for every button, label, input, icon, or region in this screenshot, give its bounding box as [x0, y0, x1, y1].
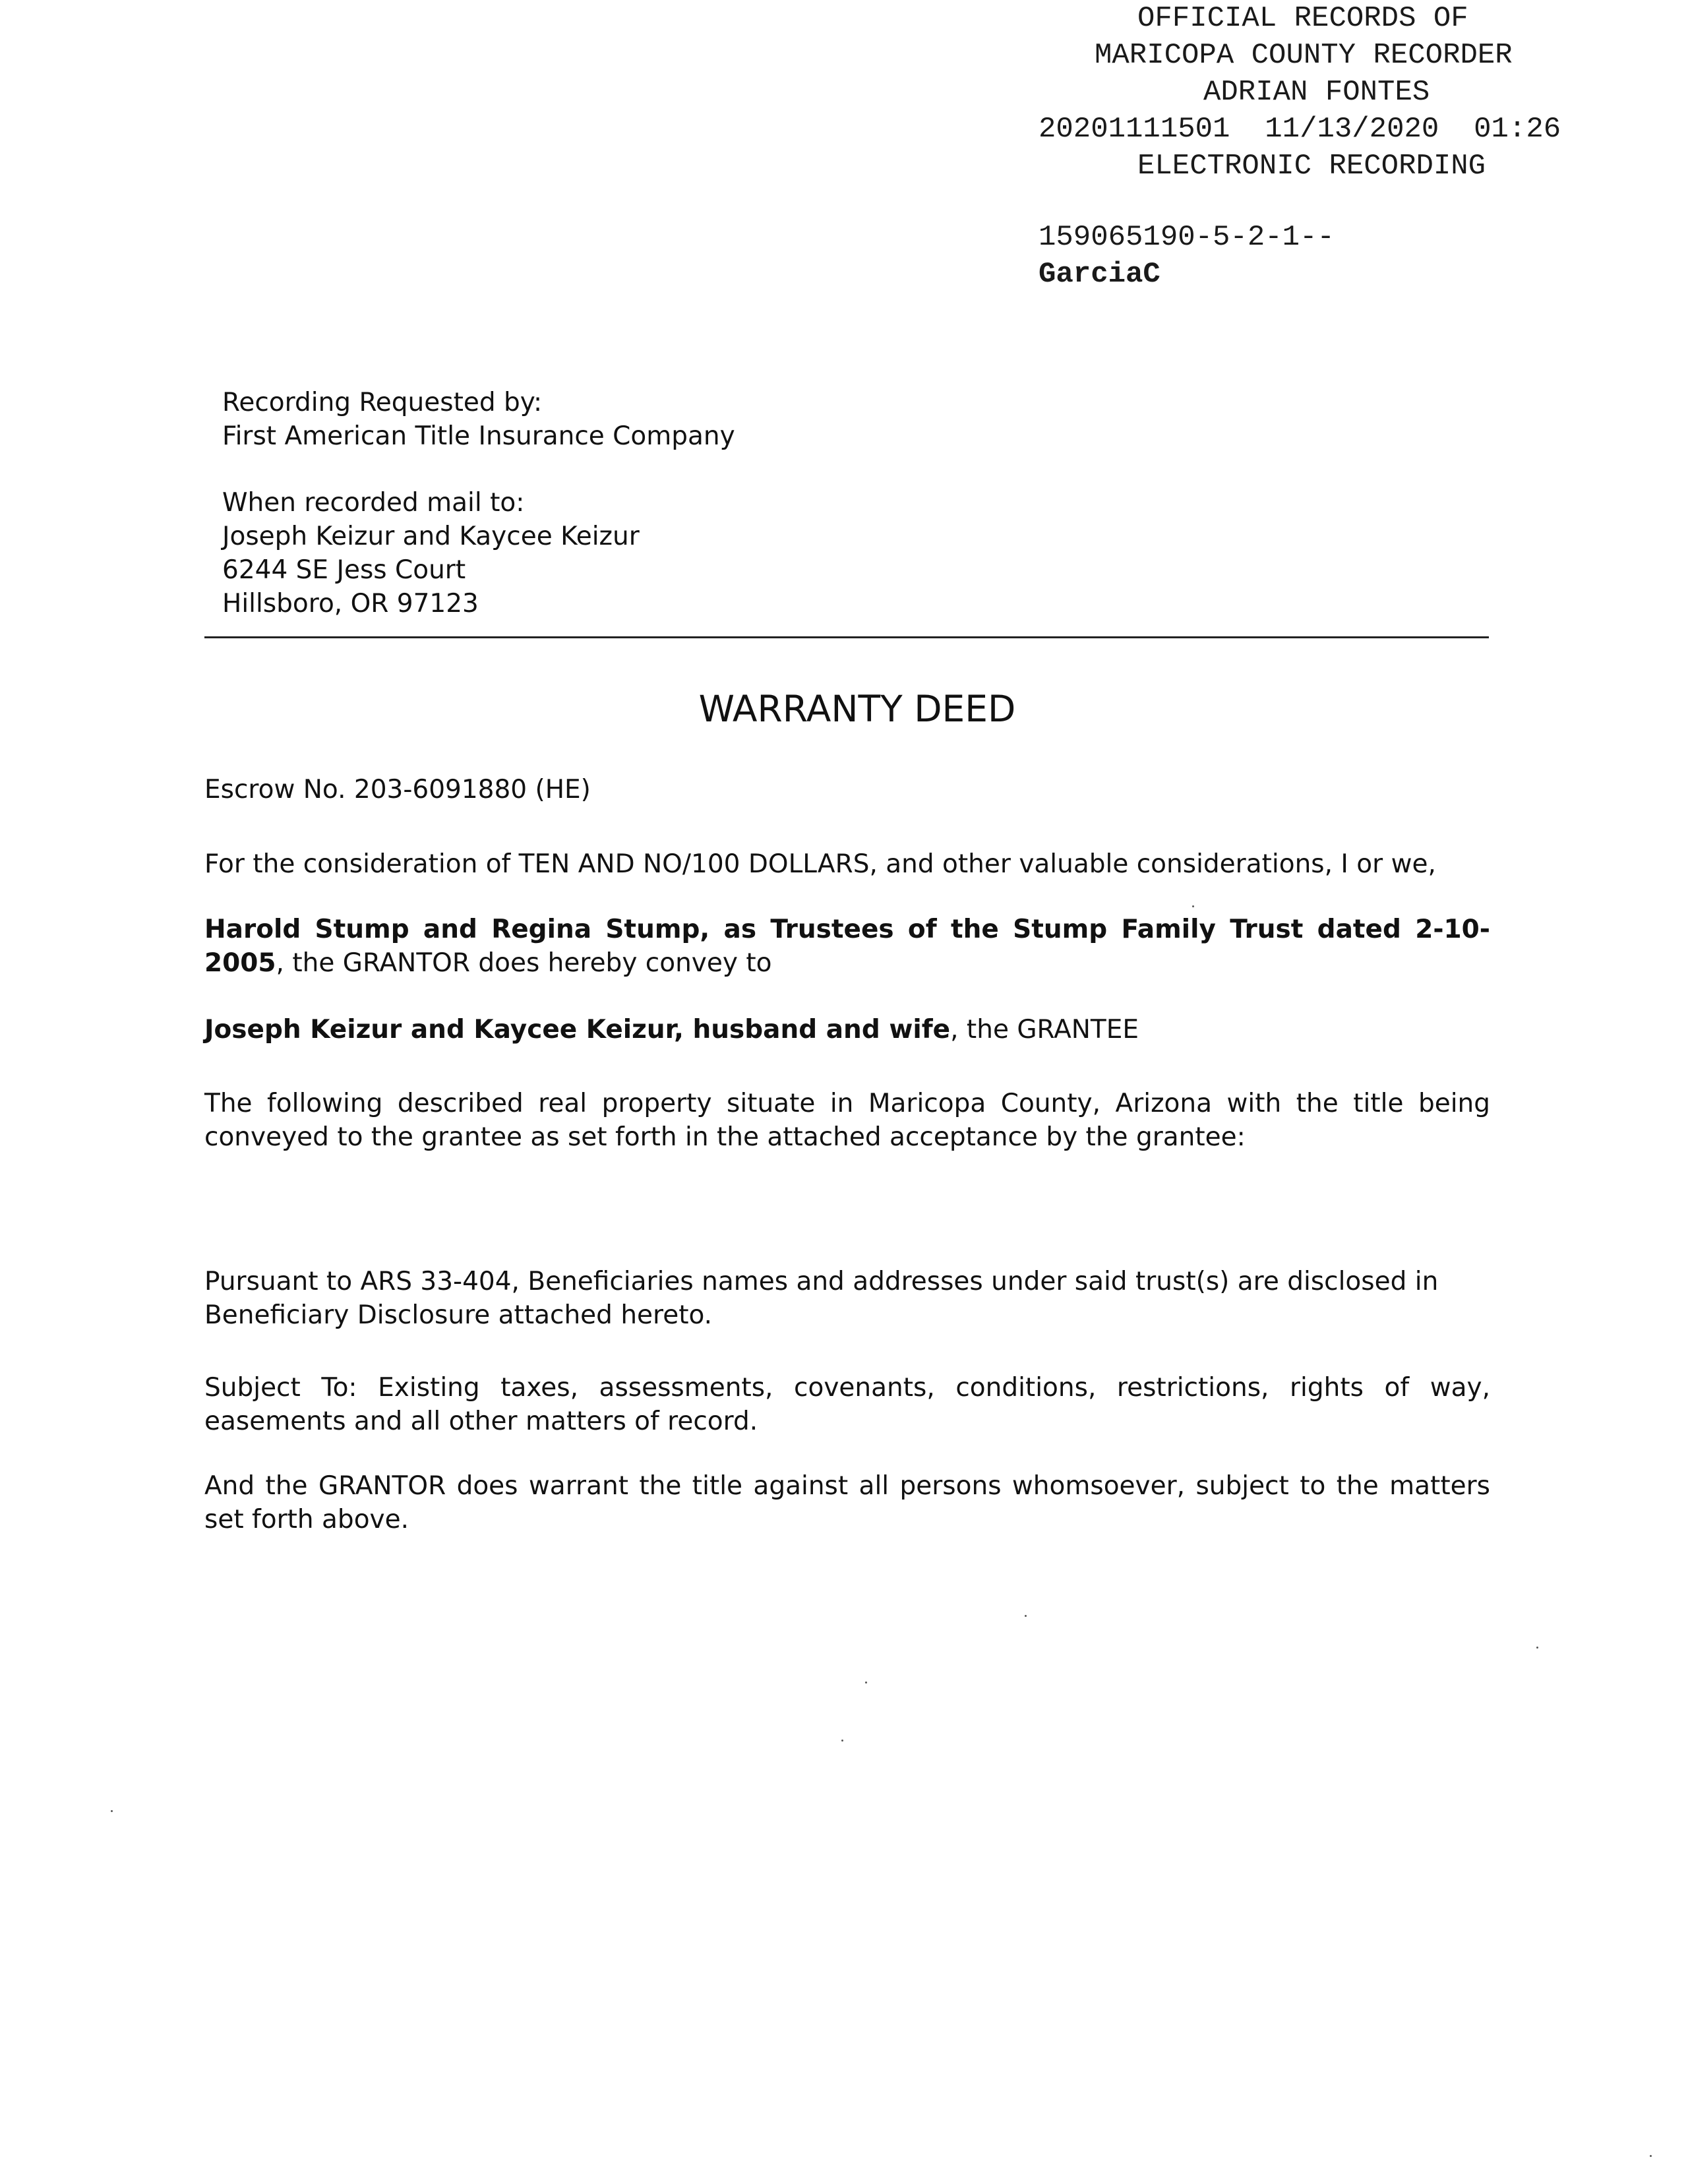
- mail-to-street: 6244 SE Jess Court: [222, 555, 466, 585]
- beneficiary-paragraph: Pursuant to ARS 33-404, Beneficiaries names and addresses under said trust(s) are disclosed in Beneficiary Disclosure attached hereto.: [204, 1267, 1439, 1330]
- scan-speck: [1025, 1615, 1027, 1617]
- consideration-paragraph: For the consideration of TEN AND NO/100 DOLLARS, and other valuable considerations, I or we,: [204, 849, 1436, 879]
- stamp-line-official-records: OFFICIAL RECORDS OF: [1137, 2, 1468, 35]
- scan-speck: [111, 1810, 113, 1812]
- recorder-stamp: [1015, 0, 1681, 293]
- grantee-names: Joseph Keizur and Kaycee Keizur, husband and wife: [204, 1015, 951, 1045]
- mail-to-names: Joseph Keizur and Kaycee Keizur: [222, 522, 640, 551]
- stamp-line-batch-code: 159065190-5-2-1--: [1039, 221, 1335, 254]
- grantee-paragraph: [204, 1013, 1490, 1046]
- stamp-line-clerk: GarciaC: [1039, 258, 1160, 291]
- scan-speck: [865, 1682, 867, 1684]
- grantee-label-text: , the GRANTEE: [950, 1015, 1139, 1045]
- mail-to-city: Hillsboro, OR 97123: [222, 589, 479, 619]
- recording-requested-label: Recording Requested by:: [222, 388, 543, 417]
- escrow-number: Escrow No. 203-6091880 (HE): [204, 775, 591, 804]
- warranty-paragraph: And the GRANTOR does warrant the title against all persons whomsoever, subject to the matters set forth above.: [204, 1471, 1490, 1534]
- scan-speck: [1650, 2155, 1652, 2157]
- stamp-line-record-number-date: 20201111501 11/13/2020 01:26: [1039, 113, 1561, 146]
- scan-speck: [841, 1740, 843, 1742]
- property-paragraph: The following described real property situate in Maricopa County, Arizona with the title being conveyed to the grantee as set forth in the attached acceptance by the grantee:: [204, 1089, 1490, 1152]
- scan-speck: [1192, 905, 1194, 907]
- stamp-line-recorder-name: ADRIAN FONTES: [1203, 76, 1430, 109]
- scan-speck: [1536, 1647, 1538, 1649]
- header-divider: [204, 636, 1489, 638]
- mail-to-block: [222, 486, 640, 621]
- recording-requested-company: First American Title Insurance Company: [222, 421, 735, 451]
- recording-requested-block: [222, 386, 735, 453]
- stamp-line-county-recorder: MARICOPA COUNTY RECORDER: [1095, 39, 1513, 72]
- stamp-line-electronic-recording: ELECTRONIC RECORDING: [1137, 150, 1486, 183]
- mail-to-label: When recorded mail to:: [222, 488, 525, 518]
- document-title: WARRANTY DEED: [698, 688, 1016, 730]
- subject-to-paragraph: Subject To: Existing taxes, assessments, covenants, conditions, restrictions, rights of way, easements and all other matters of record.: [204, 1373, 1490, 1436]
- grantor-conveyance-text: , the GRANTOR does hereby convey to: [276, 948, 772, 978]
- grantor-paragraph: [204, 913, 1490, 980]
- grantor-names: Harold Stump and Regina Stump, as Trustees of the Stump Family Trust dated 2-10-2005: [204, 915, 1490, 978]
